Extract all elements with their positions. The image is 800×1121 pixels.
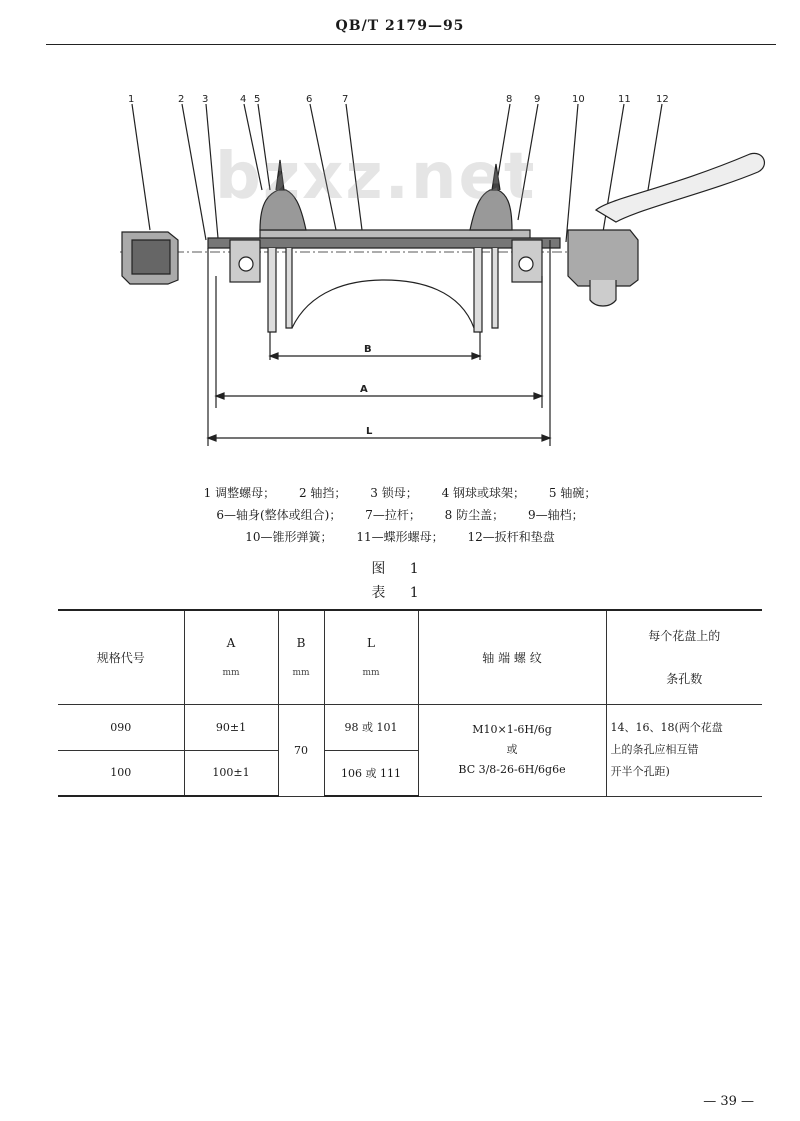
callout-6: 6 — [306, 94, 313, 105]
legend-item: 3 锁母； — [370, 486, 418, 500]
header-B: B mm — [278, 610, 324, 704]
legend-item: 11—蝶形螺母； — [356, 530, 444, 544]
cell-thread: M10×1-6H/6g 或 BC 3/8-26-6H/6g6e — [418, 704, 606, 796]
dim-label-B: B — [364, 344, 372, 355]
table-caption: 表 1 — [371, 585, 429, 601]
header-L: L mm — [324, 610, 418, 704]
legend-item: 4 钢球或球架； — [441, 486, 526, 500]
page-header: QB/T 2179—95 — [335, 18, 465, 34]
legend-item: 7—拉杆； — [365, 508, 421, 522]
legend-row-3 — [60, 526, 740, 548]
page-number: — 39 — — [703, 1094, 754, 1109]
legend-item: 6—轴身(整体或组合)； — [216, 508, 342, 522]
legend-row-1 — [60, 482, 740, 504]
callout-11: 11 — [618, 94, 631, 105]
callout-1: 1 — [128, 94, 135, 105]
callout-2: 2 — [178, 94, 185, 105]
dim-label-L: L — [366, 426, 373, 437]
cell-L: 98 或 101 — [324, 704, 418, 750]
header-code: 规格代号 — [58, 610, 184, 704]
table-header-row — [58, 610, 762, 704]
legend-item: 5 轴碗； — [548, 486, 597, 500]
legend-item: 10—锥形弹簧； — [245, 530, 333, 544]
legend-item: 1 调整螺母； — [203, 486, 276, 500]
table-row — [58, 704, 762, 750]
callout-4: 4 — [240, 94, 247, 105]
header-A: A mm — [184, 610, 278, 704]
callout-10: 10 — [572, 94, 585, 105]
cell-L: 106 或 111 — [324, 750, 418, 796]
legend-item: 12—扳杆和垫盘 — [467, 530, 555, 544]
callout-5: 5 — [254, 94, 261, 105]
callout-12: 12 — [656, 94, 669, 105]
header-rule — [46, 44, 776, 45]
spec-table — [58, 609, 762, 797]
figure-legend — [60, 482, 740, 548]
cell-A: 100±1 — [184, 750, 278, 796]
dim-label-A: A — [360, 384, 368, 395]
cell-holes: 14、16、18(两个花盘 上的条孔应相互错 开半个孔距) — [606, 704, 762, 796]
cell-A: 90±1 — [184, 704, 278, 750]
legend-item: 8 防尘盖； — [444, 508, 505, 522]
figure-caption: 图 1 — [371, 561, 429, 577]
legend-item: 9—轴档； — [527, 508, 584, 522]
cell-code: 100 — [58, 750, 184, 796]
callout-9: 9 — [534, 94, 541, 105]
legend-item: 2 轴挡； — [298, 486, 347, 500]
header-holes: 每个花盘上的 条孔数 — [606, 610, 762, 704]
callout-7: 7 — [342, 94, 349, 105]
header-thread: 轴 端 螺 纹 — [418, 610, 606, 704]
callout-8: 8 — [506, 94, 513, 105]
cell-code: 090 — [58, 704, 184, 750]
callout-3: 3 — [202, 94, 209, 105]
watermark: bzxz.net — [215, 140, 537, 214]
legend-row-2 — [60, 504, 740, 526]
cell-B: 70 — [278, 704, 324, 796]
